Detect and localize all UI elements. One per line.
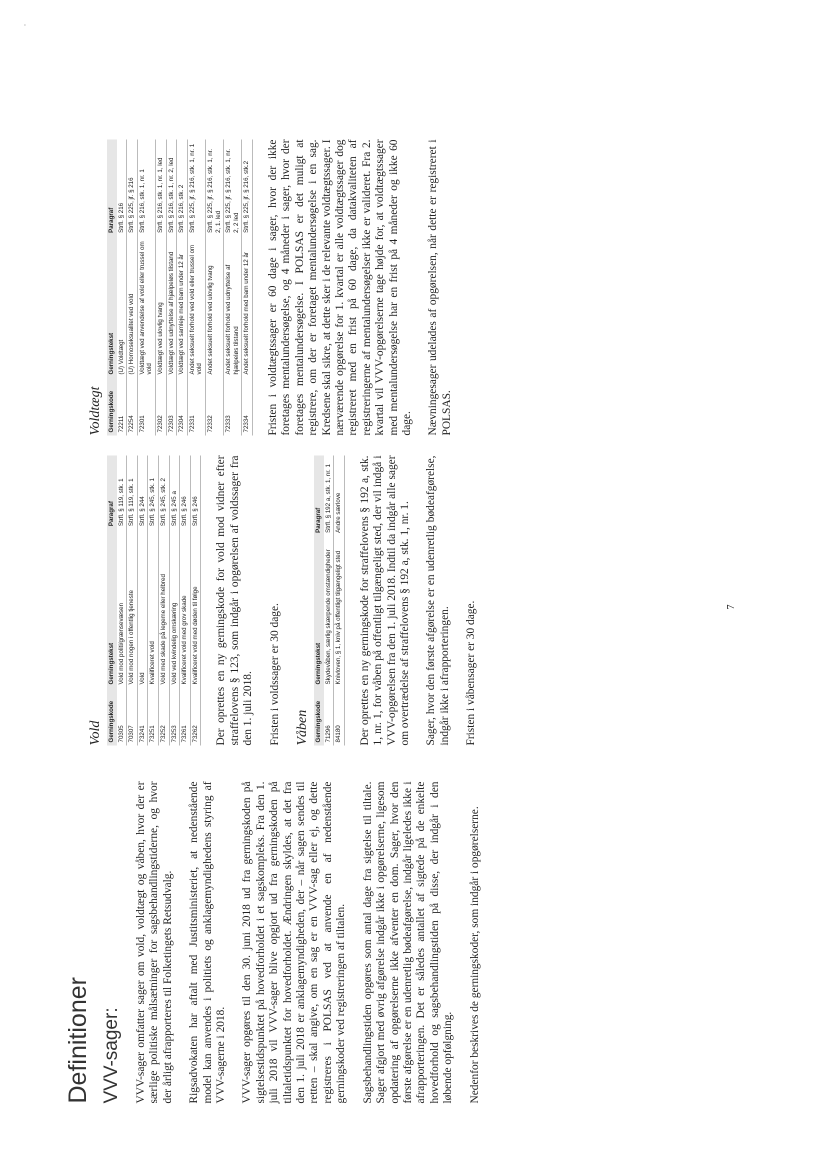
table-row: [166, 139, 177, 435]
table-row: [180, 455, 191, 745]
column-header-text: Gerningstekst: [107, 529, 117, 687]
cell-paragraph: Strfl. § 245, stk. 2: [158, 455, 169, 529]
cell-paragraph: Andre særlove: [334, 455, 345, 535]
table-row: [242, 139, 253, 435]
stray-mark: ·: [20, 23, 30, 26]
cell-text: Kvalificeret vold med døden til følge: [190, 529, 201, 687]
cell-code: 73261: [180, 687, 191, 745]
paragraph: VVV-sager opgøres til den 30. juni 2018 ud fra gerningskoden på sigtelsestidspunktet på hovedforholdet i et sagskompleks. Fra den 1. juli 2018 vil VVV-sager blive opgjort ud fra gerningskoden på tiltaletidspunktet for hovedforholdet. Ændringen skyldes, at det fra den 1. juli 2018 er anklagemyndigheden, der – når sagen sendes til retten – skal angive, om en sag er en VVV-sag eller ej, og dette registreres i POLSAS ved at anvende en af nedenstående gerningskoder ved registreringen af tiltalen.: [241, 781, 348, 1103]
cell-code: 72333: [224, 377, 242, 435]
cell-text: Vold mod politi/grænsevæsen: [117, 529, 127, 687]
column-voldtaegt: [88, 139, 467, 435]
table-row: [187, 139, 205, 435]
vaaben-table: [314, 455, 345, 745]
table-row: [137, 455, 148, 745]
cell-text: Voldtægt ved anvendelse af vold eller trussel om vold: [137, 235, 155, 377]
cell-code: 72301: [137, 377, 155, 435]
cell-paragraph: Strfl. § 246: [180, 455, 191, 529]
page-title: Definitioner: [64, 976, 92, 1103]
table-row: [117, 455, 127, 745]
column-header-code: Gerningskode: [314, 687, 324, 745]
cell-paragraph: Strfl. § 244: [137, 455, 148, 529]
table-row: [205, 139, 223, 435]
table-row: [190, 455, 201, 745]
cell-paragraph: Strfl. § 225, jf. § 216, stk. 1, nr. 2, 1. led: [205, 139, 223, 235]
cell-code: 73262: [190, 687, 201, 745]
cell-text: Knivloven, § 1, kniv på offentligt tilgængeligt sted: [334, 535, 345, 687]
cell-code: 72332: [205, 377, 223, 435]
column-header-code: Gerningskode: [107, 377, 117, 435]
cell-paragraph: Strfl. § 225, jf. § 216, stk.2: [242, 139, 253, 235]
cell-code: 73241: [137, 687, 148, 745]
paragraph: Sager, hvor den første afgørelse er en udenretlig bødeafgørelse, indgår ikke i afrapporteringen.: [425, 455, 451, 745]
column-header-text: Gerningstekst: [107, 235, 117, 377]
cell-text: Skydevåben, særlig skærpende omstændigheder: [324, 535, 334, 687]
column-definitions: [64, 781, 495, 1103]
section-heading-vold: Vold: [88, 720, 103, 745]
cell-paragraph: Strfl. § 192 a, stk. 1, nr. 1: [324, 455, 334, 535]
cell-code: 71296: [324, 687, 334, 745]
cell-paragraph: Strfl. § 225, jf. § 216, stk. 1, nr. 2, 2 led: [224, 139, 242, 235]
cell-text: Vold: [137, 529, 148, 687]
cell-paragraph: Strfl. § 216, stk. 1, nr. 1, led: [155, 139, 166, 235]
column-header-paragraph: Paragraf: [107, 139, 117, 235]
cell-text: Andet seksuelt forhold ved udnyttelse af hjælpeløs tilstand: [224, 235, 242, 377]
cell-code: 72302: [155, 377, 166, 435]
cell-code: 72334: [242, 377, 253, 435]
paragraph: Fristen i våbensager er 30 dage.: [465, 600, 478, 745]
page-number: 7: [726, 604, 737, 609]
cell-text: Voldtægt ved samleje med barn under 12 år: [177, 235, 188, 377]
vold-table: [107, 455, 201, 745]
cell-code: 72303: [166, 377, 177, 435]
table-row: [127, 139, 138, 435]
cell-text: Vold med skade på legeme eller helbred: [158, 529, 169, 687]
cell-text: Kvalificeret vold med grov skade: [180, 529, 191, 687]
cell-code: 72304: [177, 377, 188, 435]
cell-code: 72331: [187, 377, 205, 435]
voldtaegt-table: [107, 139, 253, 435]
cell-paragraph: Strfl. § 225, jf. § 216: [127, 139, 138, 235]
table-row: [148, 455, 159, 745]
cell-code: 72254: [127, 377, 138, 435]
cell-code: 73251: [148, 687, 159, 745]
table-row: [169, 455, 180, 745]
cell-text: Voldtægt ved udnyttelse af hjælpeløs tilstand: [166, 235, 177, 377]
column-header-paragraph: Paragraf: [107, 455, 117, 529]
cell-paragraph: Strfl. § 225, jf. § 216, stk. 1, nr. 1: [187, 139, 205, 235]
cell-code: 84180: [334, 687, 345, 745]
cell-text: (U) Homoseksualitet ved vold: [127, 235, 138, 377]
paragraph: Der oprettes en ny gerningskode for straffelovens § 192 a, stk. 1, nr. 1, for våben på offentligt tilgængeligt sted, der vil indgå i VVV-opgørelsen fra den 1. juli 2018. Indtil da indgår alle sager om overtrædelse af straffelovens § 192 a, stk. 1, nr. 1.: [358, 455, 411, 745]
cell-code: 72211: [117, 377, 127, 435]
column-header-code: Gerningskode: [107, 687, 117, 745]
cell-text: Vold mod nogen i offentlig tjeneste: [127, 529, 138, 687]
section-heading-vaaben: Våben: [294, 709, 310, 745]
cell-paragraph: Strfl. § 246: [190, 455, 201, 529]
cell-paragraph: Strfl. § 216: [117, 139, 127, 235]
paragraph: Der oprettes en ny gerningskode for vold mod vidner efter straffelovens § 123, som indgår i opgørelsen af voldssager fra den 1. juli 2018.: [215, 455, 255, 745]
cell-text: Andet seksuelt forhold ved ulovlig tvang: [205, 235, 223, 377]
section-heading-voldtaegt: Voldtægt: [88, 385, 103, 435]
table-row: [137, 139, 155, 435]
cell-paragraph: Strfl. § 245 a: [169, 455, 180, 529]
table-row: [117, 139, 127, 435]
cell-text: (U) Voldtægt: [117, 235, 127, 377]
paragraph: Nævningesager udelades af opgørelsen, når dette er registreret i POLSAS.: [427, 139, 453, 435]
column-header-text: Gerningstekst: [314, 535, 324, 687]
cell-code: 70307: [127, 687, 138, 745]
cell-text: Kvalificeret vold: [148, 529, 159, 687]
paragraph: Nedenfor beskrives de gerningskoder, som indgår i opgørelserne.: [468, 805, 481, 1103]
table-row: [127, 455, 138, 745]
paragraph: Fristen i voldtægtssager er 60 dage i sager, hvor der ikke foretages mentalundersøgelse, og 4 måneder i sager, hvor der foretages mentalundersøgelse. I POLSAS er det muligt at registrere, om der er foretaget mentalundersøgelse i en sag. Kredsene skal sikre, at dette sker i de relevante voldtægtssager. I nærværende opgørelse for 1. kvartal er alle voldtægtssager dog registreret med en frist på 60 dage, da datakvaliteten af registreringerne af mentalundersøgelser ikke er valideret. Fra 2. kvartal vil VVV-opgørelserne tage højde for, at voldtægtssager med mentalundersøgelse har en frist på 4 måneder og ikke 60 dage.: [266, 139, 413, 435]
column-header-paragraph: Paragraf: [314, 455, 324, 535]
paragraph: Sagsbehandlingstiden opgøres som antal dage fra sigtelse til tiltale. Sager afgjort med øvrig afgørelse indgår ikke i opgørelserne, ligesom opdatering af opgørelserne ikke afventer en dom. Sager, hvor den første afgørelse er en udenretlig bødeafgørelse, indgår ligeledes ikke i afrapporteringen. Det er således antallet af sigtede på de enkelte hovedforhold og sagsbehandlingstiden på disse, der indgår i den løbende opfølgning.: [361, 781, 455, 1103]
cell-text: Vold ved kvindelig omskæring: [169, 529, 180, 687]
column-vold-vaaben: [88, 455, 492, 745]
table-row: [155, 139, 166, 435]
table-row: [334, 455, 345, 745]
cell-paragraph: Strfl. § 216, stk. 1, nr. 1: [137, 139, 155, 235]
cell-paragraph: Strfl. § 216, stk. 2: [177, 139, 188, 235]
table-row: [177, 139, 188, 435]
paragraph: Rigsadvokaten har aftalt med Justitsministeriet, at nedenstående model kan anvendes i politiets og anklagemyndighedens styring af VVV-sagerne i 2018.: [188, 781, 228, 1103]
cell-paragraph: Strfl. § 245, stk. 1: [148, 455, 159, 529]
section-subtitle: VVV-sager:: [101, 1006, 122, 1103]
table-row: [224, 139, 242, 435]
cell-code: 73252: [158, 687, 169, 745]
cell-text: Andet seksuelt forhold ved vold eller trussel om vold: [187, 235, 205, 377]
cell-code: 70305: [117, 687, 127, 745]
cell-text: Voldtægt ved ulovlig tvang: [155, 235, 166, 377]
cell-paragraph: Strfl. § 119, stk. 1: [117, 455, 127, 529]
paragraph: Fristen i voldssager er 30 dage.: [268, 602, 281, 745]
table-row: [158, 455, 169, 745]
cell-paragraph: Strfl. § 119, stk. 1: [127, 455, 138, 529]
cell-code: 73253: [169, 687, 180, 745]
paragraph: VVV-sager omfatter sager om vold, voldtægt og våben, hvor der er særlige politiske målsætninger for sagsbehandlingstiderne, og hvor der årligt afrapporteres til Folketingets Retsudvalg.: [135, 781, 174, 1103]
table-row: [324, 455, 334, 745]
cell-paragraph: Strfl. § 216, stk. 1, nr. 2, led: [166, 139, 177, 235]
cell-text: Andet seksuelt forhold med barn under 12 år: [242, 235, 253, 377]
